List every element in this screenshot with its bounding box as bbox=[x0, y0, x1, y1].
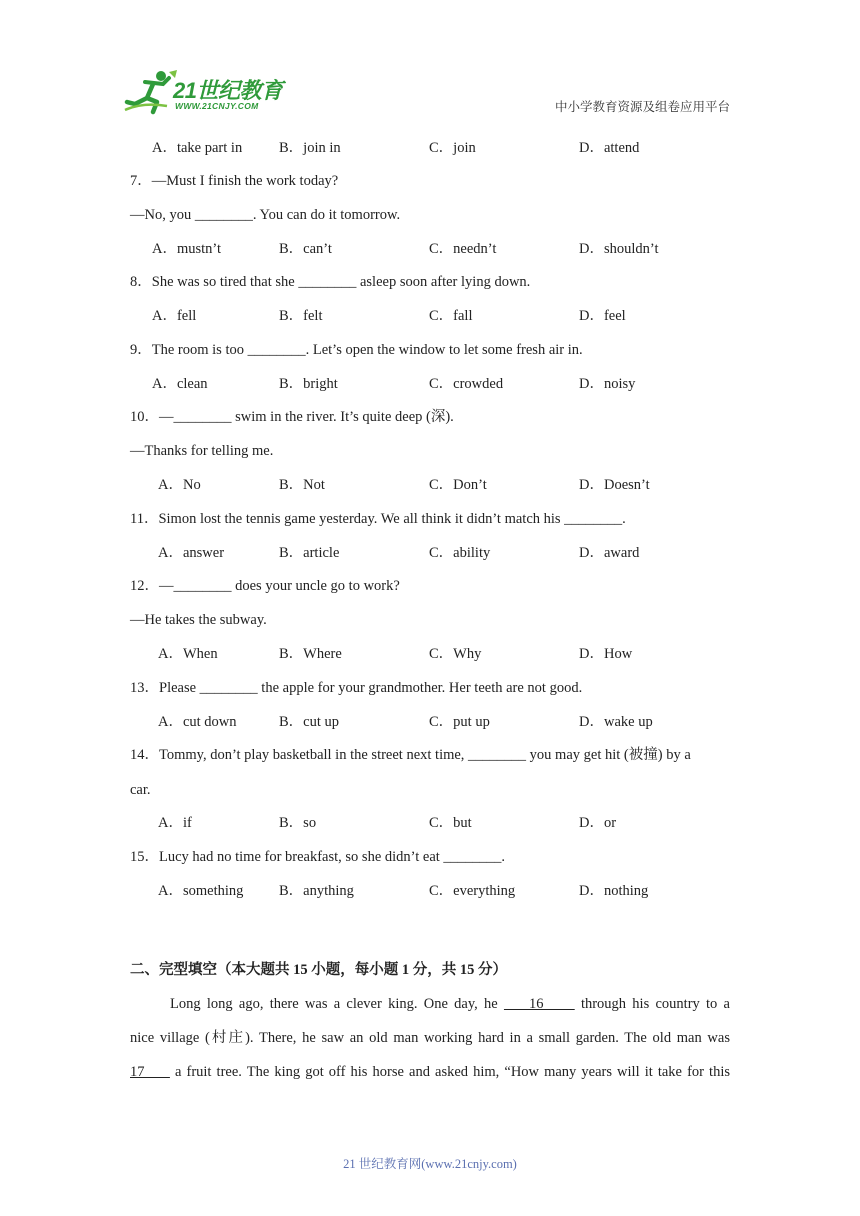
option-a[interactable]: A．something bbox=[158, 883, 244, 899]
question-text: 15．Lucy had no time for breakfast, so she didn’t eat ________. bbox=[130, 849, 506, 865]
option-c[interactable]: C．join bbox=[429, 140, 476, 156]
option-b[interactable]: B．so bbox=[279, 815, 317, 831]
site-logo bbox=[123, 68, 293, 116]
option-c[interactable]: C．Don’t bbox=[429, 477, 487, 493]
q12-options bbox=[130, 643, 730, 665]
question-text: 10．—________ swim in the river. It’s quite deep (深). bbox=[130, 409, 454, 425]
option-c[interactable]: C．crowded bbox=[429, 376, 504, 392]
option-d[interactable]: D．shouldn’t bbox=[579, 241, 659, 257]
option-a[interactable]: A．if bbox=[158, 815, 192, 831]
question-text: 13．Please ________ the apple for your grandmother. Her teeth are not good. bbox=[130, 680, 583, 696]
option-b[interactable]: B．Where bbox=[279, 646, 342, 662]
option-c[interactable]: C．but bbox=[429, 815, 472, 831]
q13-options bbox=[130, 711, 730, 733]
option-d[interactable]: D．How bbox=[579, 646, 633, 662]
option-a[interactable]: A．clean bbox=[152, 376, 208, 392]
question-text: 12．—________ does your uncle go to work? bbox=[130, 578, 400, 594]
question-text: —He takes the subway. bbox=[130, 612, 267, 628]
question-text: 14．Tommy, don’t play basketball in the street next time, ________ you may get hit (被撞) by a bbox=[130, 747, 691, 763]
header-platform-text: 中小学教育资源及组卷应用平台 bbox=[554, 100, 730, 114]
cloze-paragraph-line bbox=[130, 993, 730, 1015]
option-a[interactable]: A．answer bbox=[158, 545, 225, 561]
option-d[interactable]: D．attend bbox=[579, 140, 640, 156]
q9-options bbox=[130, 373, 730, 395]
page-footer: 21 世纪教育网(www.21cnjy.com) bbox=[343, 1157, 517, 1171]
option-a[interactable]: A．fell bbox=[152, 308, 197, 324]
cloze-text: through his country to a bbox=[574, 996, 730, 1012]
cloze-paragraph-line bbox=[130, 1061, 730, 1083]
option-c[interactable]: C．needn’t bbox=[429, 241, 497, 257]
option-a[interactable]: A．No bbox=[158, 477, 201, 493]
q10-options bbox=[130, 474, 730, 496]
option-a[interactable]: A．take part in bbox=[152, 140, 243, 156]
option-d[interactable]: D．award bbox=[579, 545, 640, 561]
option-b[interactable]: B．can’t bbox=[279, 241, 332, 257]
question-text: 9．The room is too ________. Let’s open the window to let some fresh air in. bbox=[130, 342, 583, 358]
option-c[interactable]: C．ability bbox=[429, 545, 491, 561]
option-a[interactable]: A．cut down bbox=[158, 714, 237, 730]
option-b[interactable]: B．join in bbox=[279, 140, 341, 156]
option-b[interactable]: B．bright bbox=[279, 376, 338, 392]
section-title: 二、完型填空（本大题共 15 小题，每小题 1 分，共 15 分） bbox=[130, 962, 507, 978]
q6-options bbox=[130, 137, 730, 159]
option-d[interactable]: D．or bbox=[579, 815, 617, 831]
cloze-paragraph-line: nice village (村庄). There, he saw an old man working hard in a small garden. The old man was bbox=[130, 1030, 730, 1046]
option-c[interactable]: C．fall bbox=[429, 308, 473, 324]
question-text: 7．—Must I finish the work today? bbox=[130, 173, 339, 189]
option-a[interactable]: A．mustn’t bbox=[152, 241, 222, 257]
option-b[interactable]: B．felt bbox=[279, 308, 323, 324]
page-header bbox=[0, 0, 860, 125]
option-d[interactable]: D．nothing bbox=[579, 883, 649, 899]
q15-options bbox=[130, 880, 730, 902]
cloze-text: Long long ago, there was a clever king. One day, he bbox=[170, 996, 504, 1012]
question-text: —Thanks for telling me. bbox=[130, 443, 274, 459]
question-text: car. bbox=[130, 782, 151, 798]
logo-title: 21世纪教育 bbox=[173, 78, 283, 103]
blank-16[interactable]: 16 bbox=[503, 996, 575, 1012]
option-d[interactable]: D．Doesn’t bbox=[579, 477, 650, 493]
cloze-text: a fruit tree. The king got off his horse and asked him, “How many years will it take for this bbox=[169, 1064, 730, 1080]
option-d[interactable]: D．feel bbox=[579, 308, 626, 324]
question-text: 8．She was so tired that she ________ asleep soon after lying down. bbox=[130, 274, 531, 290]
option-c[interactable]: C．put up bbox=[429, 714, 490, 730]
option-b[interactable]: B．Not bbox=[279, 477, 325, 493]
option-a[interactable]: A．When bbox=[158, 646, 218, 662]
blank-17[interactable]: 17 bbox=[130, 1064, 170, 1080]
q7-options bbox=[130, 238, 730, 260]
question-text: —No, you ________. You can do it tomorrow. bbox=[130, 207, 401, 223]
q11-options bbox=[130, 542, 730, 564]
option-b[interactable]: B．article bbox=[279, 545, 340, 561]
option-b[interactable]: B．anything bbox=[279, 883, 354, 899]
option-c[interactable]: C．Why bbox=[429, 646, 482, 662]
option-d[interactable]: D．noisy bbox=[579, 376, 636, 392]
q14-options bbox=[130, 812, 730, 834]
q8-options bbox=[130, 305, 730, 327]
option-c[interactable]: C．everything bbox=[429, 883, 516, 899]
question-text: 11．Simon lost the tennis game yesterday. We all think it didn’t match his ________. bbox=[130, 511, 626, 527]
logo-url: WWW.21CNJY.COM bbox=[175, 101, 259, 111]
option-d[interactable]: D．wake up bbox=[579, 714, 653, 730]
option-b[interactable]: B．cut up bbox=[279, 714, 340, 730]
